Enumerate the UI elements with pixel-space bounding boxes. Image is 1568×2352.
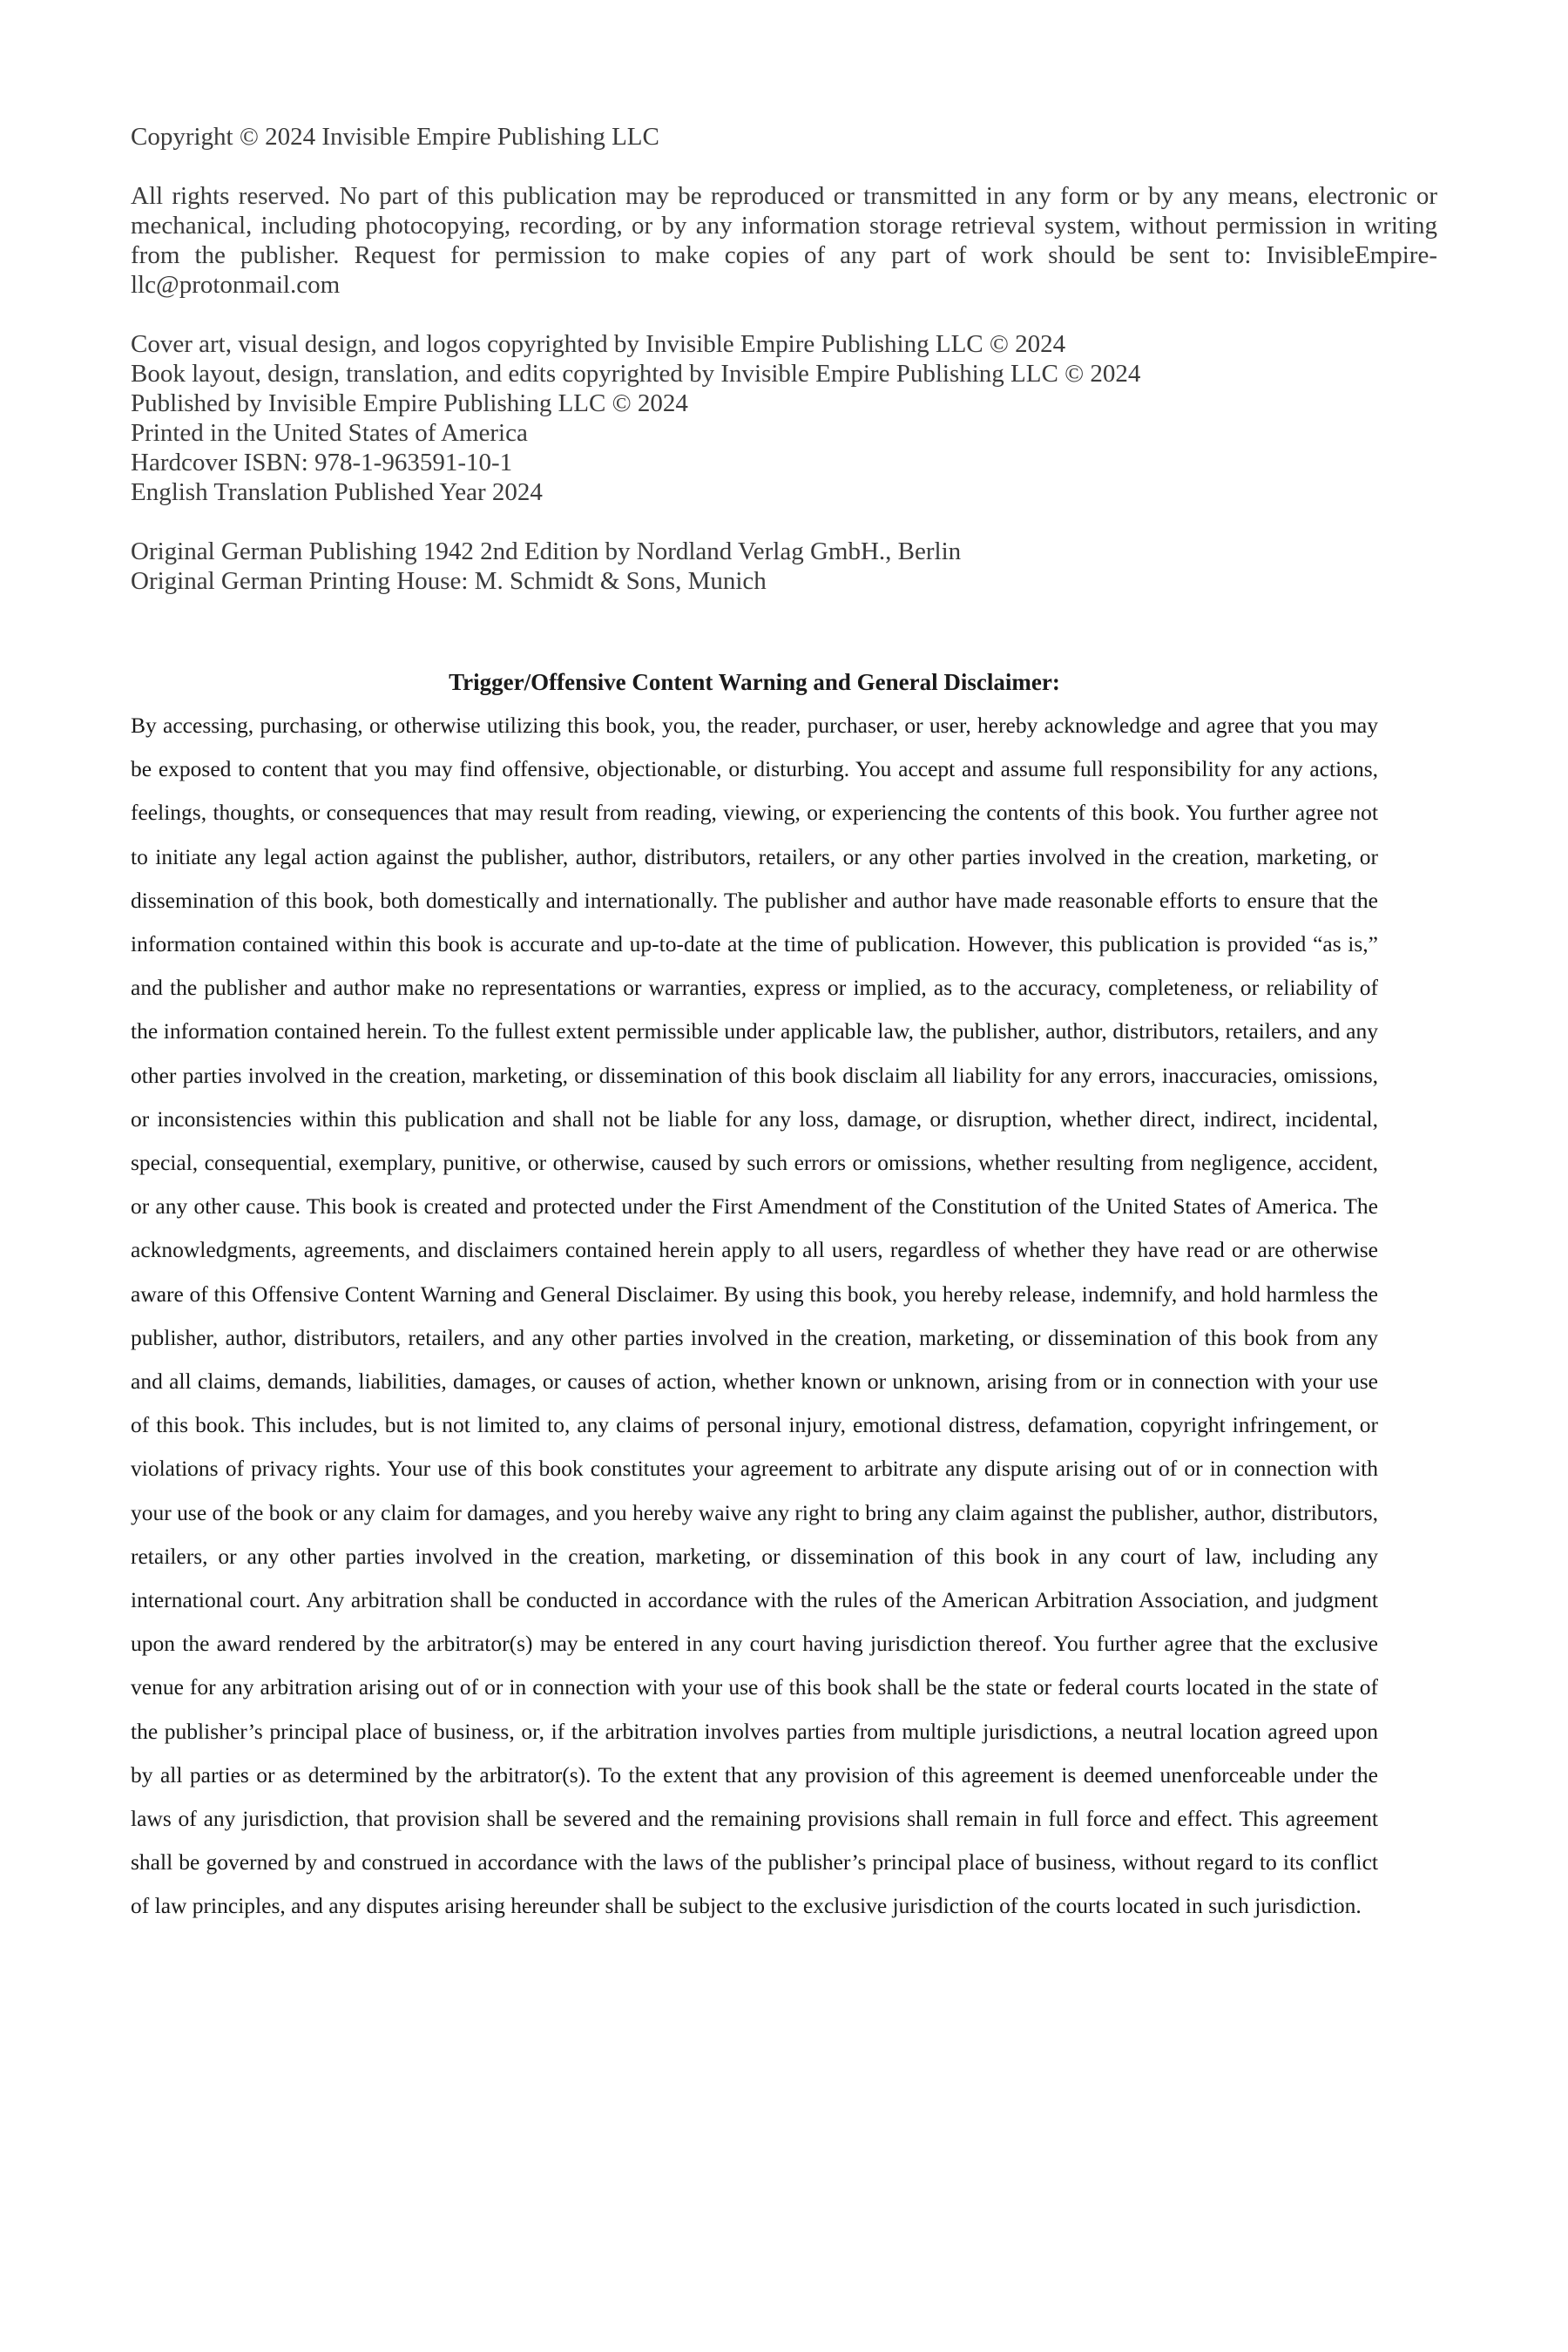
copyright-block [131,122,1437,596]
disclaimer-title: Trigger/Offensive Content Warning and General Disclaimer: [449,669,1060,695]
credit-line: Book layout, design, translation, and edits copyrighted by Invisible Empire Publishing LLC © 2024 [131,360,1141,388]
disclaimer-body: By accessing, purchasing, or otherwise utilizing this book, you, the reader, purchaser, or user, hereby acknowledge and agree that you may be exposed to content that you may find offensive, objectionable, or disturbing. You accept and assume full responsibility for any actions, feelings, thoughts, or consequences that may result from reading, viewing, or experiencing the contents of this book. You further agree not to initiate any legal action against the publisher, author, distributors, retailers, or any other parties involved in the creation, marketing, or dissemination of this book, both domestically and internationally. The publisher and author have made reasonable efforts to ensure that the information contained within this book is accurate and up-to-date at the time of publication. However, this publication is provided “as is,” and the publisher and author make no representations or warranties, express or implied, as to the accuracy, completeness, or reliability of the information contained herein. To the fullest extent permissible under applicable law, the publisher, author, distributors, retailers, and any other parties involved in the creation, marketing, or dissemination of this book disclaim all liability for any errors, inaccuracies, omissions, or inconsistencies within this publication and shall not be liable for any loss, damage, or disruption, whether direct, indirect, incidental, special, consequential, exemplary, punitive, or otherwise, caused by such errors or omissions, whether resulting from negligence, accident, or any other cause. This book is created and protected under the First Amendment of the Constitution of the United States of America. The acknowledgments, agreements, and disclaimers contained herein apply to all users, regardless of whether they have read or are otherwise aware of this Offensive Content Warning and General Disclaimer. By using this book, you hereby release, indemnify, and hold harmless the publisher, author, distributors, retailers, and any other parties involved in the creation, marketing, or dissemination of this book from any and all claims, demands, liabilities, damages, or causes of action, whether known or unknown, arising from or in connection with your use of this book. This includes, but is not limited to, any claims of personal injury, emotional distress, defamation, copyright infringement, or violations of privacy rights. Your use of this book constitutes your agreement to arbitrate any dispute arising out of or in connection with your use of the book or any claim for damages, and you hereby waive any right to bring any claim against the publisher, author, distributors, retailers, or any other parties involved in the creation, marketing, or dissemination of this book in any court of law, including any international court. Any arbitration shall be conducted in accordance with the rules of the American Arbitration Association, and judgment upon the award rendered by the arbitrator(s) may be entered in any court having jurisdiction thereof. You further agree that the exclusive venue for any arbitration arising out of or in connection with your use of this book shall be the state or federal courts located in the state of the publisher’s principal place of business, or, if the arbitration involves parties from multiple jurisdictions, a neutral location agreed upon by all parties or as determined by the arbitrator(s). To the extent that any provision of this agreement is deemed unenforceable under the laws of any jurisdiction, that provision shall be severed and the remaining provisions shall remain in full force and effect. This agreement shall be governed by and construed in accordance with the laws of the publisher’s principal place of business, without regard to its conflict of law principles, and any disputes arising hereunder shall be subject to the exclusive jurisdiction of the courts located in such jurisdiction. [131,713,1378,1919]
isbn-line: Hardcover ISBN: 978-1-963591-10-1 [131,449,513,476]
credit-line: Cover art, visual design, and logos copyrighted by Invisible Empire Publishing LLC © 2024 [131,330,1066,358]
spacer [131,300,1437,329]
spacer [131,152,1437,181]
disclaimer-section [131,660,1378,1929]
credit-line: Printed in the United States of America [131,419,528,447]
copyright-line: Copyright © 2024 Invisible Empire Publishing LLC [131,123,659,151]
rights-paragraph: All rights reserved. No part of this publication may be reproduced or transmitted in any form or by any means, electronic or mechanical, including photocopying, recording, or by any information storage retrieval system, without permission in writing from the publisher. Request for permission to make copies of any part of work should be sent to: InvisibleEmpire-llc@protonmail.com [131,182,1437,299]
credit-line: Published by Invisible Empire Publishing LLC © 2024 [131,389,688,417]
spacer [131,507,1437,537]
original-printing-line: Original German Printing House: M. Schmidt & Sons, Munich [131,567,767,595]
credit-line: English Translation Published Year 2024 [131,478,543,506]
original-publishing-line: Original German Publishing 1942 2nd Edition by Nordland Verlag GmbH., Berlin [131,537,962,565]
